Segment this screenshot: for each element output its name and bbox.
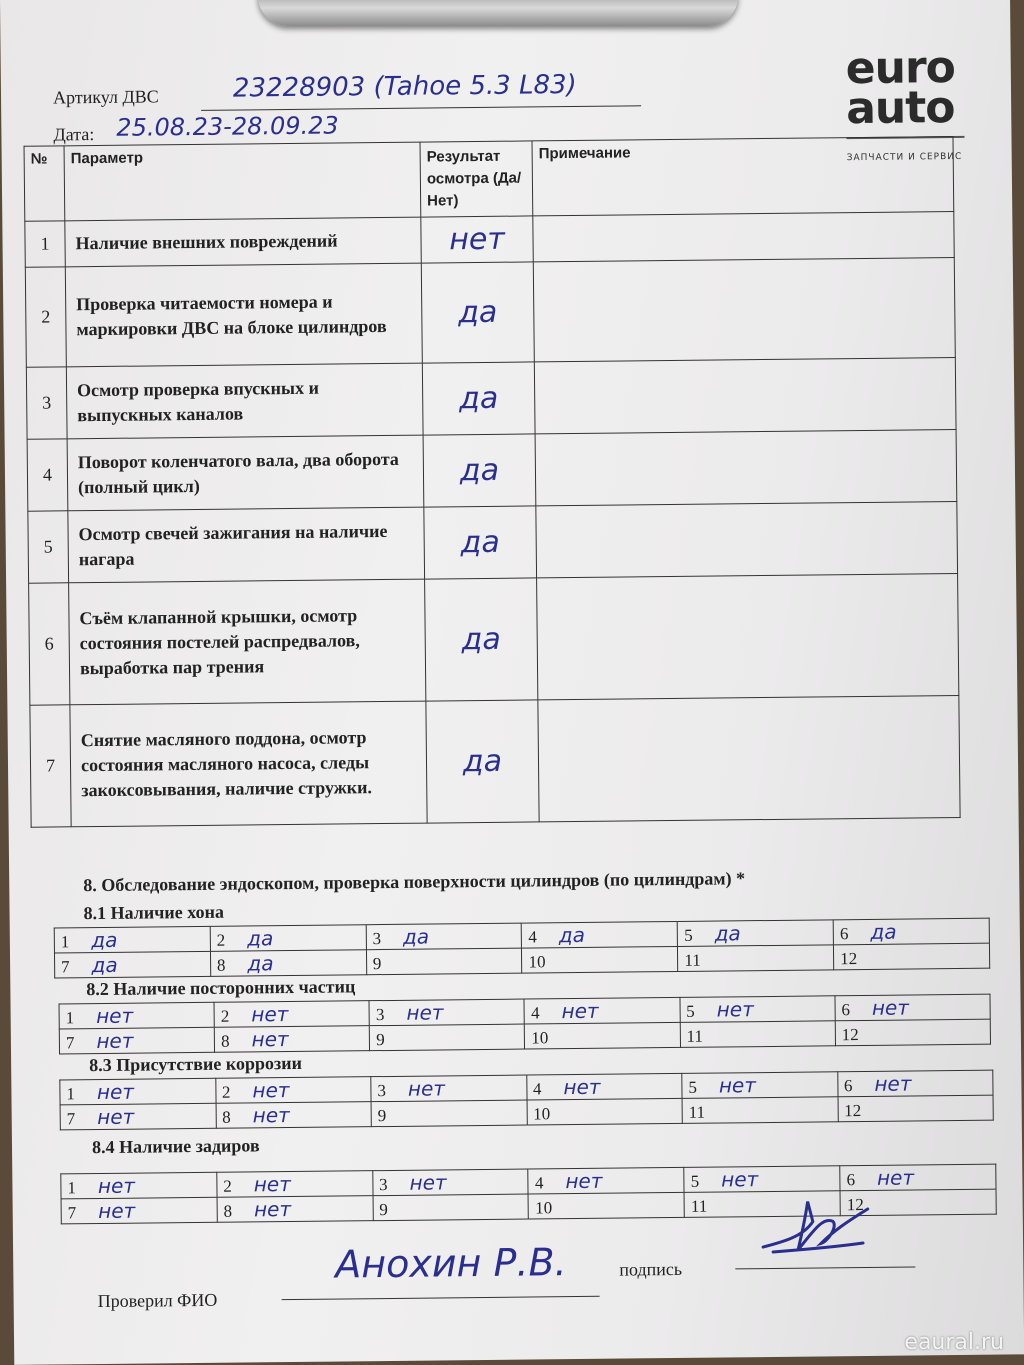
col-note: Примечание <box>532 137 954 216</box>
cyl-cell: 7 да <box>54 951 210 978</box>
cyl-cell: 3 нет <box>369 999 524 1026</box>
cyl-cell: 4 нет <box>528 1167 684 1194</box>
cyl-cell: 2 нет <box>214 1001 369 1028</box>
logo-line2: auto <box>845 82 955 135</box>
cyl-cell: 11 <box>678 945 834 972</box>
row-note <box>536 502 958 578</box>
cyl-cell: 8 нет <box>216 1102 372 1129</box>
row-param: Осмотр проверка впускных и выпускных каналов <box>66 363 423 439</box>
cylinder-table <box>54 918 990 979</box>
cyl-cell: 7 нет <box>61 1197 217 1224</box>
cyl-cell: 9 <box>371 1100 527 1127</box>
table-row <box>27 430 957 512</box>
row-result: да <box>424 506 537 579</box>
clipboard-clip <box>258 0 738 26</box>
row-param: Съём клапанной крышки, осмотр состояния постелей распредвалов, выработка пар трения <box>69 579 426 705</box>
cyl-cell: 12 <box>840 1189 996 1216</box>
cyl-cell: 1 нет <box>59 1002 214 1029</box>
signature-label: подпись <box>619 1258 683 1280</box>
row-note <box>538 695 960 821</box>
cyl-cell: 11 <box>684 1191 840 1218</box>
row-result: да <box>423 434 536 507</box>
subsection-title: 8.1 Наличие хона <box>83 901 224 924</box>
logo-subtitle: ЗАПЧАСТИ И СЕРВИС <box>846 151 963 164</box>
row-param: Проверка читаемости номера и маркировки ДВС на блоке цилиндров <box>65 263 422 367</box>
cyl-cell: 8 нет <box>214 1026 369 1053</box>
checked-by-label: Проверил ФИО <box>97 1289 218 1312</box>
cyl-cell: 6 нет <box>837 1070 993 1097</box>
cyl-cell: 3 нет <box>371 1075 527 1102</box>
subsection-title: 8.3 Присутствие коррозии <box>89 1052 303 1076</box>
cyl-cell: 2 нет <box>217 1171 373 1198</box>
cyl-cell: 10 <box>522 946 678 973</box>
article-underline <box>201 105 641 111</box>
cyl-cell: 7 нет <box>59 1027 214 1054</box>
cyl-cell: 11 <box>680 1021 835 1048</box>
cylinder-table <box>59 994 991 1055</box>
row-result: да <box>422 362 535 435</box>
cyl-cell: 10 <box>529 1192 685 1219</box>
checked-by-underline <box>282 1296 600 1300</box>
row-num: 3 <box>26 367 67 439</box>
cyl-cell: 5 нет <box>682 1072 838 1099</box>
cyl-cell: 6 нет <box>840 1164 996 1191</box>
cyl-cell: 10 <box>527 1098 683 1125</box>
row-note <box>533 258 955 362</box>
section8-title: 8. Обследование эндоскопом, проверка поверхности цилиндров (по цилиндрам) * <box>83 868 746 896</box>
cyl-cell: 11 <box>682 1097 838 1124</box>
cyl-cell: 6 нет <box>835 994 990 1021</box>
table-row <box>26 358 956 440</box>
cyl-cell: 5 нет <box>680 996 835 1023</box>
signature-underline <box>735 1266 915 1269</box>
logo-line1: euro <box>845 42 956 95</box>
table-row <box>29 574 959 706</box>
row-param: Поворот коленчатого вала, два оборота (полный цикл) <box>67 435 424 511</box>
cyl-cell: 12 <box>838 1095 994 1122</box>
row-num: 1 <box>25 221 65 267</box>
row-param: Наличие внешних повреждений <box>65 217 421 267</box>
date-label: Дата: <box>53 124 95 145</box>
row-num: 2 <box>25 267 66 367</box>
cyl-cell: 2 нет <box>215 1077 371 1104</box>
cyl-cell: 12 <box>834 943 990 970</box>
cyl-cell: 1 да <box>54 926 210 953</box>
cyl-cell: 9 <box>370 1024 525 1051</box>
cyl-cell: 9 <box>366 948 522 975</box>
row-result: нет <box>421 216 533 263</box>
row-note <box>534 358 956 434</box>
row-note <box>533 212 954 262</box>
signature-mark <box>753 1191 884 1262</box>
row-note <box>537 574 959 700</box>
subsection-title: 8.2 Наличие посторонних частиц <box>86 976 356 1000</box>
row-num: 5 <box>28 511 69 583</box>
row-result: да <box>426 700 539 823</box>
row-num: 7 <box>30 705 71 827</box>
subsection-title: 8.4 Наличие задиров <box>91 1135 260 1158</box>
cyl-cell: 5 да <box>677 920 833 947</box>
cyl-cell: 4 нет <box>524 997 679 1024</box>
table-row <box>28 502 958 584</box>
cyl-cell: 4 да <box>522 921 678 948</box>
col-result: Результат осмотра (Да/Нет) <box>420 141 533 217</box>
article-label: Артикул ДВС <box>52 86 159 108</box>
checked-by-value: Анохин Р.В. <box>335 1240 567 1287</box>
table-row <box>30 695 960 827</box>
cyl-cell: 6 да <box>833 918 989 945</box>
cyl-cell: 12 <box>835 1019 990 1046</box>
row-param: Осмотр свечей зажигания на наличие нагара <box>68 507 425 583</box>
watermark-text: eaural.ru <box>904 1330 1004 1355</box>
row-result: да <box>421 262 534 363</box>
row-result: да <box>425 578 538 701</box>
inspection-table <box>24 136 961 828</box>
cyl-cell: 1 нет <box>60 1078 216 1105</box>
cyl-cell: 8 да <box>210 950 366 977</box>
col-param: Параметр <box>64 142 421 221</box>
cyl-cell: 2 да <box>210 925 366 952</box>
cyl-cell: 8 нет <box>217 1196 373 1223</box>
cyl-cell: 3 да <box>366 923 522 950</box>
row-num: 6 <box>29 583 70 705</box>
col-num: № <box>24 146 65 221</box>
cyl-cell: 4 нет <box>526 1073 682 1100</box>
table-row <box>25 258 955 368</box>
article-value: 23228903 (Tahoe 5.3 L83) <box>232 69 577 104</box>
cyl-cell: 1 нет <box>61 1172 217 1199</box>
row-num: 4 <box>27 439 68 511</box>
row-param: Снятие масляного поддона, осмотр состояния масляного насоса, следы закоксовывания, наличие стружки. <box>70 701 427 827</box>
cyl-cell: 9 <box>373 1194 529 1221</box>
cyl-cell: 10 <box>525 1022 680 1049</box>
cyl-cell: 3 нет <box>372 1169 528 1196</box>
cyl-cell: 5 нет <box>684 1166 840 1193</box>
row-note <box>535 430 957 506</box>
date-value: 25.08.23-28.09.23 <box>116 111 339 142</box>
cylinder-table <box>59 1070 993 1131</box>
cyl-cell: 7 нет <box>60 1103 216 1130</box>
table-header-row <box>24 137 954 222</box>
